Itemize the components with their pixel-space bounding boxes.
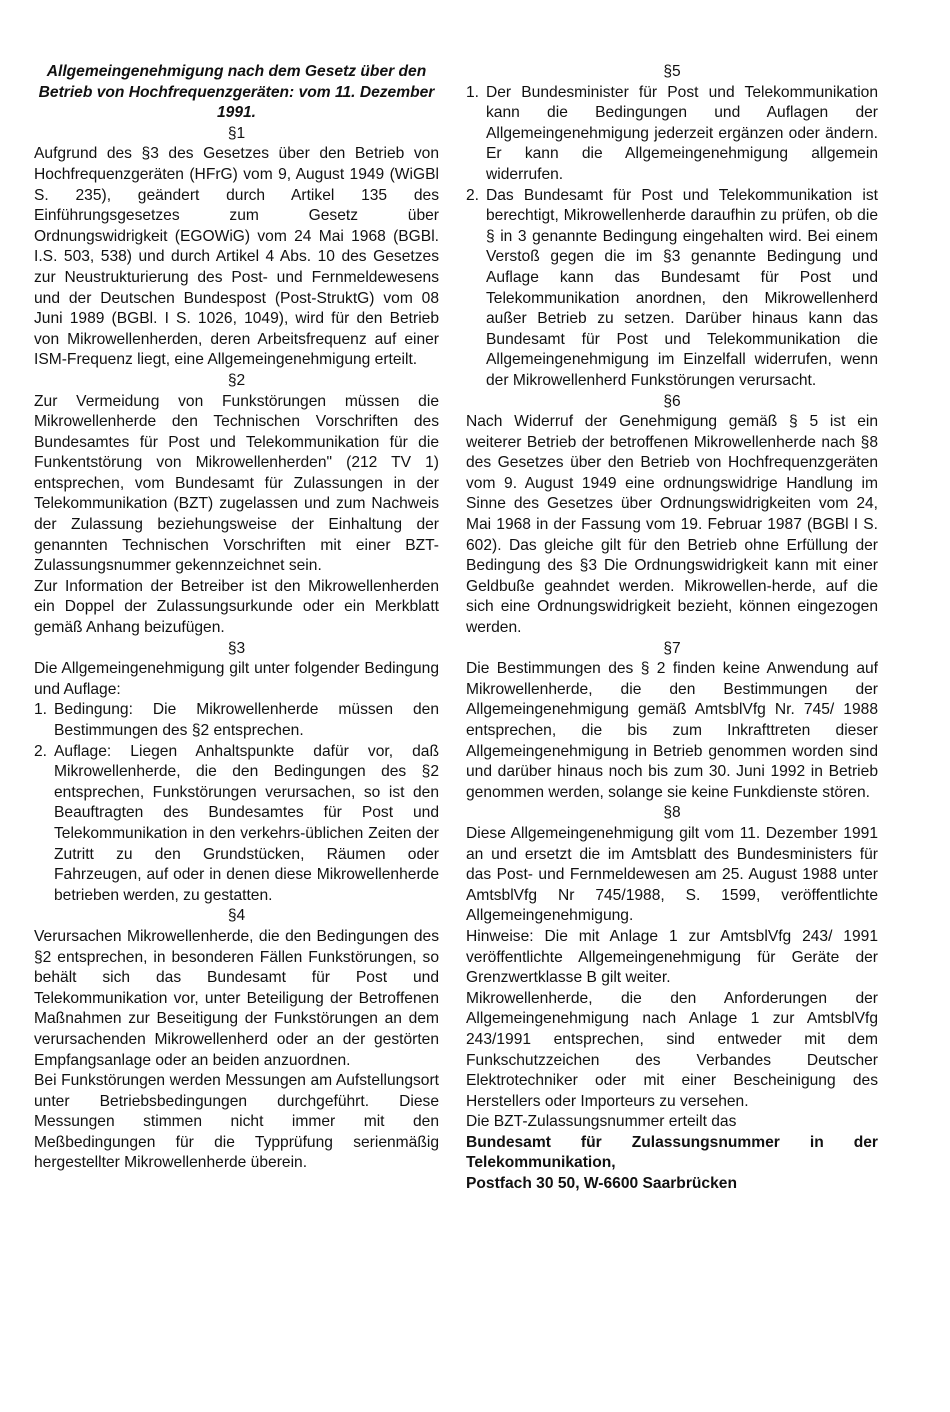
section-6-heading: §6 [663, 392, 681, 410]
section-1-text: Aufgrund des §3 des Gesetzes über den Betrieb von Hochfrequenzgeräten (HFrG) vom 9, August 1949 (WiGBl S. 235), geändert durch Artikel 135 des Einführungsgesetzes zum Gesetz über Ordnungswidrigkeit (EGOWiG) vom 24 Mai 1968 (BGBl. I.S. 503, 538) und durch Artikel 4 Abs. 10 des Gesetzes zur Neustrukturierung des Post- und Fernmeldewesens und der Deutschen Bundespost (Post-StruktG) vom 08 Juni 1989 (BGBl. I S. 1026, 1049), wird für den Betrieb von Mikrowellenherden, deren Arbeitsfrequenz auf einer ISM-Frequenz liegt, eine Allgemeingenehmigung erteilt. [34, 145, 439, 369]
document-title: Allgemeingenehmigung nach dem Gesetz über den Betrieb von Hochfrequenzgeräten: vom 11. Dezember 1991. [38, 63, 435, 122]
section-1-heading: §1 [227, 124, 246, 142]
section-2-text: Zur Vermeidung von Funkstörungen müssen die Mikrowellenherde den Technischen Vorschriften des Bundesamtes für Post und Telekommunikation für die Funkentstörung von Mikrowellenherden" (212 TV 1) entsprechen, vom Bundesamt für Zulassungen in der Telekommunikation (BZT) zugelassen und zum Nachweis der Zulassung beziehungsweise der Einhaltung der genannten Technischen Vorschriften mit einer BZT-Zulassungsnummer gekennzeichnet sein. [34, 392, 439, 575]
list-text: Das Bundesamt für Post und Telekommunikation ist berechtigt, Mikrowellenherde daraufhin zu prüfen, ob die § in 3 genannte Bedingung eingehalten wird. Bei einem Verstoß gegen die im §3 genannte Bedingung und Auflage kann das Bundesamt für Post und Telekommunikation anordnen, den Mikrowellenherd außer Betrieb zu setzen. Darüber hinaus kann das Bundesamt für Post und Telekommunikation die Allgemeingenehmigung im Einzelfall widerrufen, wenn der Mikrowellenherd Funkstörungen verursacht. [486, 186, 878, 389]
section-7-text: Die Bestimmungen des § 2 finden keine Anwendung auf Mikrowellenherde, die den Bestimmungen der Allgemeingenehmigung gemäß AmtsblVfg Nr. 745/ 1988 entsprechen, die bis zum Inkrafttreten dieser Allgemeingenehmigung in Betrieb genommen worden sind und darüber hinaus noch bis zum 30. Juni 1992 in Betrieb genommen werden, solange sie keine Funkdienste stören. [466, 660, 878, 801]
list-item [34, 700, 439, 741]
section-2-info: Zur Information der Betreiber ist den Mikrowellenherden ein Doppel der Zulassungsurkunde oder ein Merkblatt gemäß Anhang beizufügen. [34, 577, 439, 637]
section-8-text: Diese Allgemeingenehmigung gilt vom 11. Dezember 1991 an und ersetzt die im Amtsblatt des Bundesministers für das Post- und Fernmeldewesen am 25. August 1988 unter AmtsblVfg Nr 745/1988, S. 1599, veröffentlichte Allgemeingenehmigung. [466, 824, 878, 925]
right-column [466, 62, 878, 1195]
section-3-list [34, 700, 439, 906]
section-2-heading: §2 [227, 371, 246, 389]
section-7-heading: §7 [663, 639, 681, 657]
hint-marking-text: Mikrowellenherde, die den Anforderungen der Allgemeingenehmigung nach Anlage 1 zur AmtsblVfg 243/1991 entsprechen, sind entweder mit dem Funkschutzzeichen des Verbandes Deutscher Elektrotechniker oder mit einer Bescheinigung des Herstellers oder Importeurs zu versehen. [466, 989, 878, 1110]
list-number: 2. [466, 186, 480, 204]
issuer-address: Postfach 30 50, W-6600 Saarbrücken [466, 1175, 737, 1193]
list-item [466, 83, 878, 186]
list-text: Bedingung: Die Mikrowellenherde müssen den Bestimmungen des §2 entsprechen. [54, 701, 439, 739]
list-text: Auflage: Liegen Anhaltspunkte dafür vor, daß Mikrowellenherde, die den Bedingungen des §2 entsprechen, Funkstörungen verursachen, so ist den Beauftragten des Bundesamtes für Post und Telekommunikation in den verkehrs-üblichen Zeiten der Zutritt zu den Grundstücken, Räumen oder Fahrzeugen, auf oder in denen diese Mikrowellenherde betrieben werden, zu gestatten. [54, 742, 439, 904]
section-5-list [466, 83, 878, 392]
section-4-measurements: Bei Funkstörungen werden Messungen am Aufstellungsort unter Betriebsbedingungen durchgeführt. Diese Messungen stimmen nicht immer mit den Meßbedingungen für die Typprüfung serienmäßig hergestellter Mikrowellenherde überein. [34, 1072, 439, 1172]
issuer-name: Bundesamt für Zulassungsnummer in der Telekommunikation, [466, 1133, 878, 1172]
section-8-heading: §8 [663, 804, 681, 822]
list-text: Der Bundesminister für Post und Telekommunikation kann die Bedingungen und Auflagen der Allgemeingenehmigung jederzeit ergänzen oder ändern. Er kann die Allgemeingenehmigung allgemein widerrufen. [486, 83, 878, 183]
list-item [466, 186, 878, 392]
list-number: 1. [466, 83, 480, 101]
section-5-heading: §5 [663, 63, 681, 80]
hint-issuer-text: Die BZT-Zulassungsnummer erteilt das [466, 1113, 737, 1131]
section-6-text: Nach Widerruf der Genehmigung gemäß § 5 ist ein weiterer Betrieb der betroffenen Mikrowellenherde nach §8 des Gesetzes über den Betrieb von Hochfrequenzgeräten vom 9. August 1949 eine ordnungswidrige Handlung im Sinne des Gesetzes über Ordnungswidrigkeiten vom 24, Mai 1968 in der Fassung vom 19. Februar 1987 (BGBl I S. 602). Das gleiche gilt für den Betrieb ohne Erfüllung der Bedingung des §3 Die Ordnungswidrigkeit kann mit einer Geldbuße geahndet werden. Mikrowellen-herde, auf die sich eine Ordnungswidrigkeit bezieht, können eingezogen werden. [466, 413, 878, 637]
hint-text: Hinweise: Die mit Anlage 1 zur AmtsblVfg 243/ 1991 veröffentlichte Allgemeingenehmigung für Geräte der Grenzwertklasse B gilt weiter. [466, 927, 878, 987]
section-4-heading: §4 [227, 907, 246, 925]
section-4-text: Verursachen Mikrowellenherde, die den Bedingungen des §2 entsprechen, in besonderen Fällen Funkstörungen, so behält sich das Bundesamt für Post und Telekommunikation vor, unter Beteiligung der Betroffenen Maßnahmen zur Beseitigung der Funkstörungen an dem verursachenden Mikrowellenherd oder an der gestörten Empfangsanlage oder an beiden anzuordnen. [34, 927, 439, 1069]
left-column [34, 62, 439, 1174]
section-3-heading: §3 [227, 639, 246, 657]
list-number: 2. [34, 742, 48, 760]
section-3-intro: Die Allgemeingenehmigung gilt unter folgender Bedingung und Auflage: [34, 660, 439, 698]
list-number: 1. [34, 701, 48, 719]
list-item [34, 742, 439, 907]
